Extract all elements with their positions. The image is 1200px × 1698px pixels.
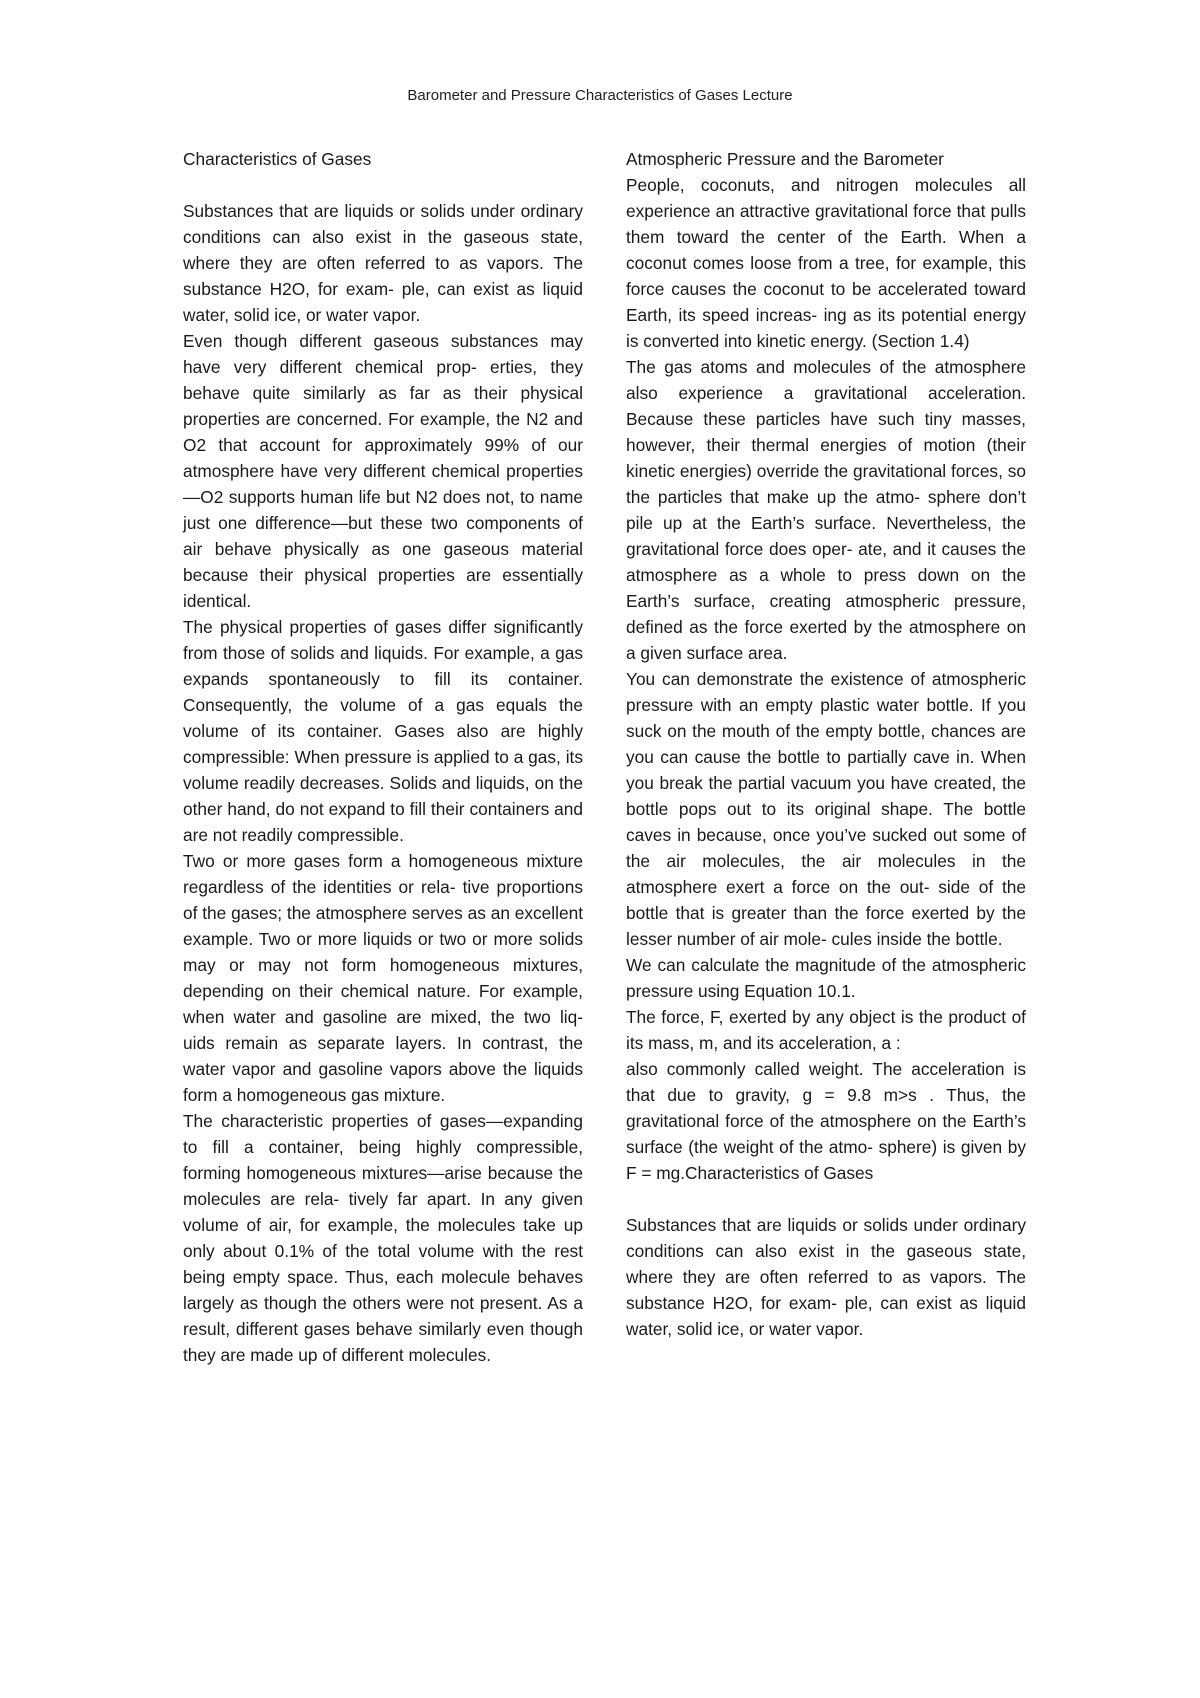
paragraph: Substances that are liquids or solids under ordinary conditions can also exist in the gaseous state, where they are often referred to as vapors. The substance H2O, for exam- ple, can exist as liquid water, solid ice, or water vapor. [626,1215,1026,1339]
paragraph: The characteristic properties of gases—expanding to fill a container, being highly compressible, forming homogeneous mixtures—arise because the molecules are rela- tively far apart. In any given volume of air, for example, the molecules take up only about 0.1% of the total volume with the rest being empty space. Thus, each molecule behaves largely as though the others were not present. As a result, different gases behave similarly even though they are made up of different molecules. [183,1111,583,1365]
paragraph: We can calculate the magnitude of the atmospheric pressure using Equation 10.1. [626,955,1026,1001]
paragraph: People, coconuts, and nitrogen molecules all experience an attractive gravitational force that pulls them toward the center of the Earth. When a coconut comes loose from a tree, for example, this force causes the coconut to be accelerated toward Earth, its speed increas- ing as its potential energy is converted into kinetic energy. (Section 1.4) [626,175,1026,351]
left-column [183,146,583,1368]
paragraph-gap [626,1186,1026,1212]
paragraph: Substances that are liquids or solids under ordinary conditions can also exist in the gaseous state, where they are often referred to as vapors. The substance H2O, for exam- ple, can exist as liquid water, solid ice, or water vapor. [183,201,583,325]
section-heading-atmospheric-pressure: Atmospheric Pressure and the Barometer [626,149,944,169]
paragraph: The force, F, exerted by any object is the product of its mass, m, and its acceleration, a : [626,1007,1026,1053]
paragraph: You can demonstrate the existence of atmospheric pressure with an empty plastic water bottle. If you suck on the mouth of the empty bottle, chances are you can cause the bottle to partially cave in. When you break the partial vacuum you have created, the bottle pops out to its original shape. The bottle caves in because, once you’ve sucked out some of the air molecules, the air molecules in the atmosphere exert a force on the out- side of the bottle that is greater than the force exerted by the lesser number of air mole- cules inside the bottle. [626,669,1026,949]
paragraph: Even though different gaseous substances may have very different chemical prop- erties, they behave quite similarly as far as their physical properties are concerned. For example, the N2 and O2 that account for approximately 99% of our atmosphere have very different chemical properties—O2 supports human life but N2 does not, to name just one difference—but these two components of air behave physically as one gaseous material because their physical properties are essentially identical. [183,331,583,611]
running-header: Barometer and Pressure Characteristics of Gases Lecture [407,87,793,104]
paragraph: The physical properties of gases differ significantly from those of solids and liquids. For example, a gas expands spontaneously to fill its container. Consequently, the volume of a gas equals the volume of its container. Gases also are highly compressible: When pressure is applied to a gas, its volume readily decreases. Solids and liquids, on the other hand, do not expand to fill their containers and are not readily compressible. [183,617,583,845]
paragraph: The gas atoms and molecules of the atmosphere also experience a gravitational acceleration. Because these particles have such tiny masses, however, their thermal energies of motion (their kinetic energies) override the gravitational forces, so the particles that make up the atmo- sphere don’t pile up at the Earth’s surface. Nevertheless, the gravitational force does oper- ate, and it causes the atmosphere as a whole to press down on the Earth’s surface, creating atmospheric pressure, defined as the force exerted by the atmosphere on a given surface area. [626,357,1026,663]
paragraph-gap [183,172,583,198]
section-heading-characteristics: Characteristics of Gases [183,149,372,169]
right-column [626,146,1026,1342]
paragraph: Two or more gases form a homogeneous mixture regardless of the identities or rela- tive proportions of the gases; the atmosphere serves as an excellent example. Two or more liquids or two or more solids may or may not form homogeneous mixtures, depending on their chemical nature. For example, when water and gasoline are mixed, the two liq- uids remain as separate layers. In contrast, the water vapor and gasoline vapors above the liquids form a homogeneous gas mixture. [183,851,583,1105]
paragraph: also commonly called weight. The acceleration is that due to gravity, g = 9.8 m>s . Thus, the gravitational force of the atmosphere on the Earth’s surface (the weight of the atmo- sphere) is given by F = mg.Characteristics of Gases [626,1059,1026,1183]
